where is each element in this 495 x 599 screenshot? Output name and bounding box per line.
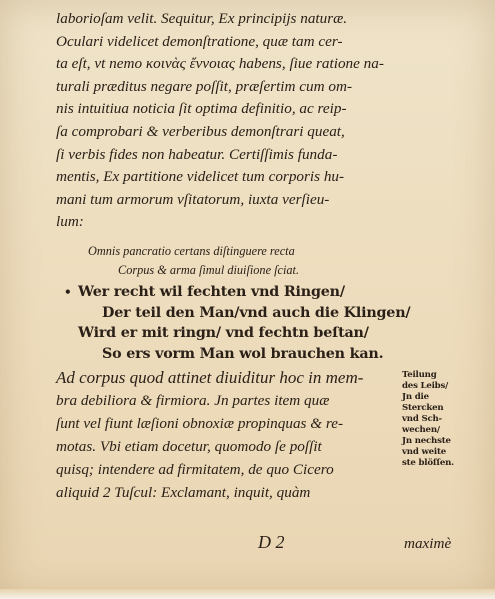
text-line: Ad corpus quod attinet diuiditur hoc in mem-: [56, 368, 364, 387]
note-line: Teilung: [402, 370, 437, 380]
text-line: motas. Vbi etiam docetur, quomodo ſe poſſit: [56, 438, 322, 455]
note-line: ste blöſſen.: [402, 458, 454, 468]
verse-marker-icon: •: [64, 285, 72, 299]
verse-line: Wer recht wil fechten vnd Ringen/: [78, 284, 345, 300]
note-line: Jn die: [402, 392, 429, 402]
verse-line: Omnis pancratio certans diſtinguere recta: [88, 244, 295, 258]
signature-mark: D 2: [258, 532, 285, 552]
text-line: ſunt vel fiunt læſioni obnoxiæ propinquas & re-: [56, 415, 344, 432]
text-line: lum:: [56, 213, 84, 231]
text-line: Oculari videlicet demonſtratione, quæ tam cer-: [56, 32, 343, 50]
text-line: ſa comprobari & verberibus demonſtrari queat,: [56, 122, 345, 140]
page-edge: [0, 589, 495, 599]
note-line: Stercken: [402, 403, 444, 413]
paragraph-2: [56, 366, 416, 504]
text-line: quisq; intendere ad firmitatem, de quo Cicero: [56, 461, 334, 478]
text-line: ta eſt, vt nemo κοινὰς ἔννοιας habens, ſiue ratione na-: [56, 55, 384, 73]
note-line: des Leibs/: [402, 381, 449, 391]
text-line: mentis, Ex partitione videlicet tum corporis hu-: [56, 168, 345, 186]
margin-note: [402, 370, 488, 469]
note-line: vnd weite: [402, 447, 447, 457]
verse-line: So ers vorm Man wol brauchen kan.: [102, 345, 384, 362]
text-line: bra debiliora & firmiora. Jn partes item quæ: [56, 392, 330, 409]
note-line: Jn nechste: [402, 436, 451, 446]
note-line: wechen/: [402, 425, 440, 435]
text-line: ſi verbis fides non habeatur. Certiſſimis funda-: [56, 145, 338, 163]
text-line: turali præditus negare poſſit, præſertim cum om-: [56, 77, 353, 95]
latin-verse: [88, 242, 448, 280]
text-line: aliquid 2 Tuſcul: Exclamant, inquit, quàm: [56, 484, 311, 501]
text-line: mani tum armorum vſitatorum, iuxta verſieu-: [56, 190, 330, 208]
text-line: nis intuitiua noticia ſit optima definitio, ac reip-: [56, 100, 347, 118]
verse-line: Corpus & arma ſimul diuiſione ſciat.: [118, 263, 300, 277]
paragraph-1: [56, 8, 468, 234]
note-line: vnd Sch-: [402, 414, 442, 424]
text-line: laborioſam velit. Sequitur, Ex principijs naturæ.: [56, 10, 348, 27]
verse-line: Der teil den Man/vnd auch die Klingen/: [102, 304, 411, 321]
verse-line: Wird er mit ringn/ vnd fechtn beſtan/: [78, 325, 369, 341]
catchword: maximè: [404, 535, 452, 552]
german-verse: [64, 282, 470, 364]
